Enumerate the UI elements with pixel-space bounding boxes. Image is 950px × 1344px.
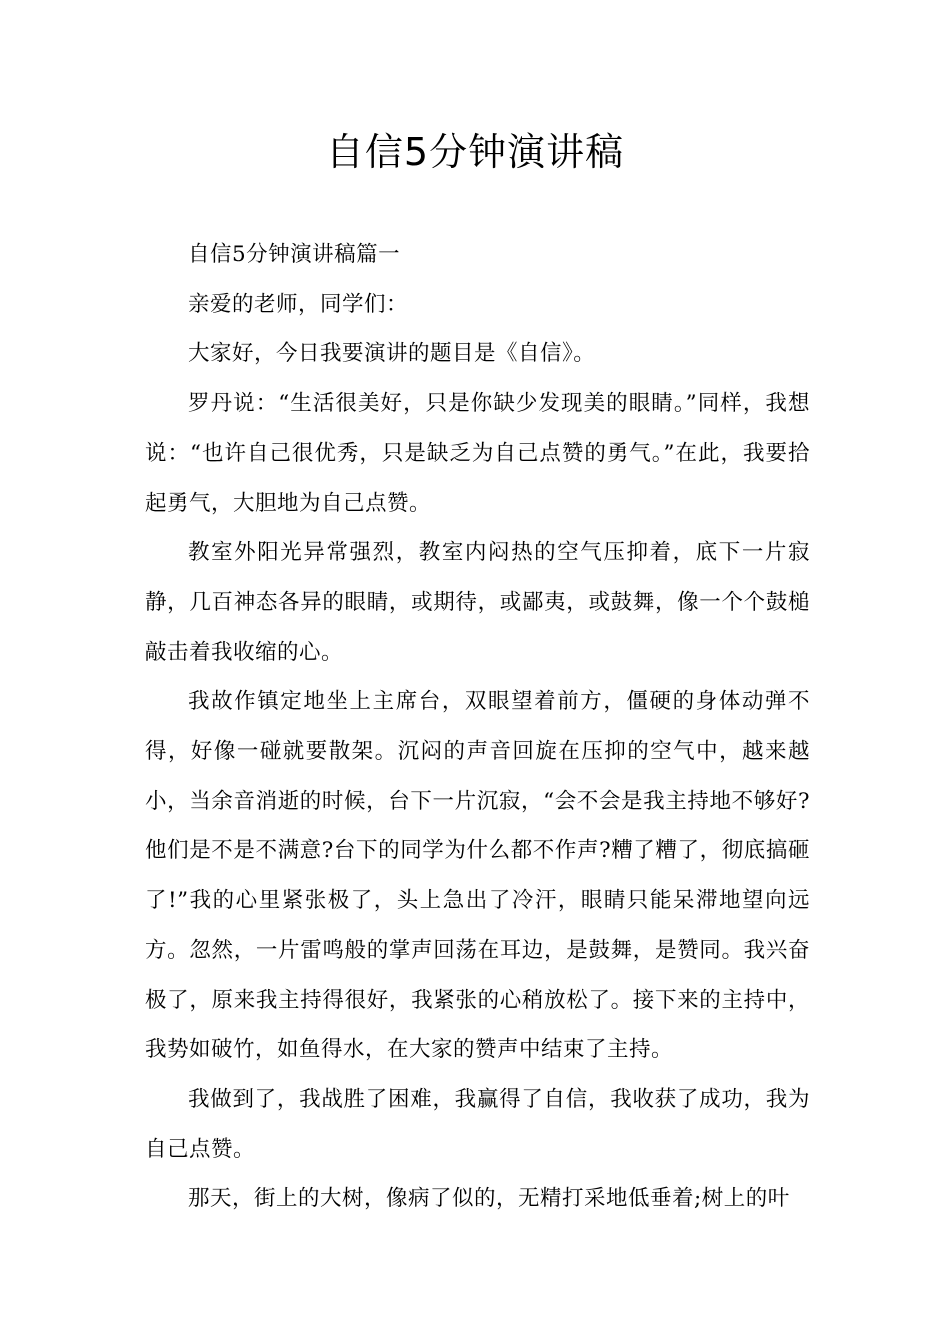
paragraph-success: 我做到了，我战胜了困难，我赢得了自信，我收获了成功，我为自己点赞。 (145, 1086, 810, 1162)
paragraph-classroom: 教室外阳光异常强烈，教室内闷热的空气压抑着，底下一片寂静，几百神态各异的眼睛，或期待，或鄙夷，或鼓舞，像一个个鼓槌敲击着我收缩的心。 (145, 540, 810, 665)
paragraph-salutation: 亲爱的老师，同学们： (188, 291, 409, 317)
paragraph-street-trees: 那天，街上的大树，像病了似的，无精打采地低垂着;树上的叶 (188, 1186, 790, 1212)
document-body (145, 230, 810, 1224)
paragraph-hosting: 我故作镇定地坐上主席台，双眼望着前方，僵硬的身体动弹不得，好像一碰就要散架。沉闷的声音回旋在压抑的空气中，越来越小，当余音消逝的时候，台下一片沉寂，“会不会是我主持地不够好?他们是不是不满意?台下的同学为什么都不作声?糟了糟了，彻底搞砸了!”我的心里紧张极了，头上急出了冷汗，眼睛只能呆滞地望向远方。忽然，一片雷鸣般的掌声回荡在耳边，是鼓舞，是赞同。我兴奋极了，原来我主持得很好，我紧张的心稍放松了。接下来的主持中，我势如破竹，如鱼得水，在大家的赞声中结束了主持。 (145, 689, 810, 1063)
paragraph-greeting: 大家好，今日我要演讲的题目是《自信》。 (188, 341, 596, 367)
paragraph-section-heading: 自信5分钟演讲稿篇一 (188, 242, 401, 267)
document-title: 自信5分钟演讲稿 (325, 130, 625, 174)
paragraph-rodin-quote: 罗丹说：“生活很美好，只是你缺少发现美的眼睛。”同样，我想说：“也许自己很优秀，只是缺乏为自己点赞的勇气。”在此，我要拾起勇气，大胆地为自己点赞。 (145, 391, 810, 516)
